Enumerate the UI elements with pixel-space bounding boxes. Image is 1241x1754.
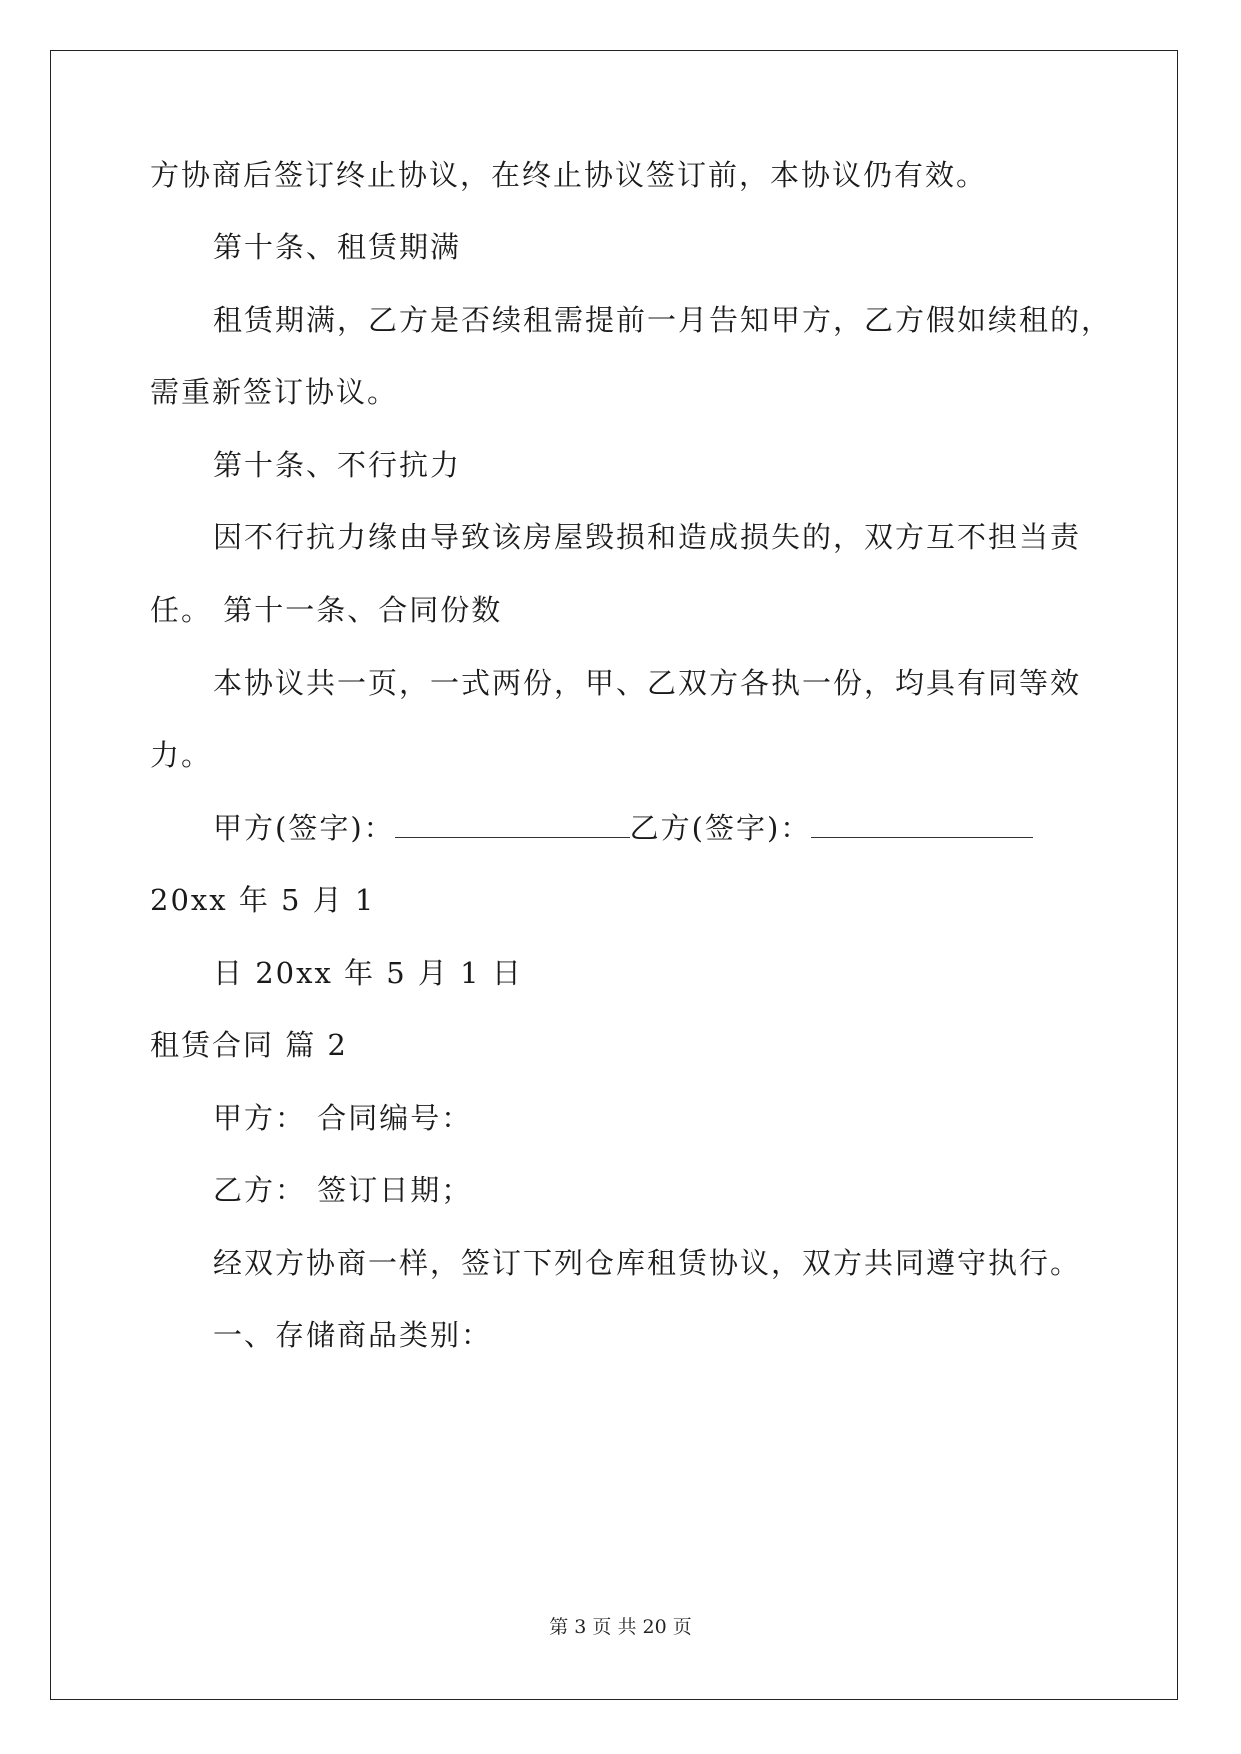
- paragraph-line: 任。 第十一条、合同份数: [150, 593, 503, 627]
- party-a-line: 甲方： 合同编号：: [213, 1101, 473, 1135]
- paragraph-line: 本协议共一页，一式两份，甲、乙双方各执一份，均具有同等效: [213, 666, 1082, 700]
- paragraph-line: 力。: [150, 738, 213, 772]
- page-footer: 第 3 页 共 20 页: [549, 1616, 692, 1638]
- paragraph-line: 租赁期满，乙方是否续租需提前一月告知甲方，乙方假如续租的，: [213, 303, 1113, 337]
- party-b-line: 乙方： 签订日期；: [213, 1173, 473, 1207]
- party-a-signature-label: 甲方(签字)：: [213, 811, 395, 845]
- date-line: 日 20xx 年 5 月 1 日: [213, 956, 523, 990]
- paragraph-line: 经双方协商一样，签订下列仓库租赁协议，双方共同遵守执行。: [213, 1246, 1082, 1280]
- paragraph-line: 因不行抗力缘由导致该房屋毁损和造成损失的，双方互不担当责: [213, 520, 1082, 554]
- party-b-signature-label: 乙方(签字)：: [629, 811, 812, 845]
- paragraph-line: 方协商后签订终止协议，在终止协议签订前，本协议仍有效。: [150, 158, 988, 192]
- clause-heading: 一、存储商品类别：: [213, 1318, 493, 1352]
- party-b-signature-line: [811, 809, 1033, 838]
- date-line: 20xx 年 5 月 1: [150, 883, 376, 917]
- party-a-signature-line: [395, 809, 630, 838]
- paragraph-line: 需重新签订协议。: [150, 375, 399, 409]
- section-title: 租赁合同 篇 2: [150, 1028, 348, 1062]
- signature-row: [213, 808, 1033, 848]
- article-heading: 第十条、不行抗力: [213, 448, 462, 482]
- page-border: [50, 50, 1178, 1700]
- article-heading: 第十条、租赁期满: [213, 230, 462, 264]
